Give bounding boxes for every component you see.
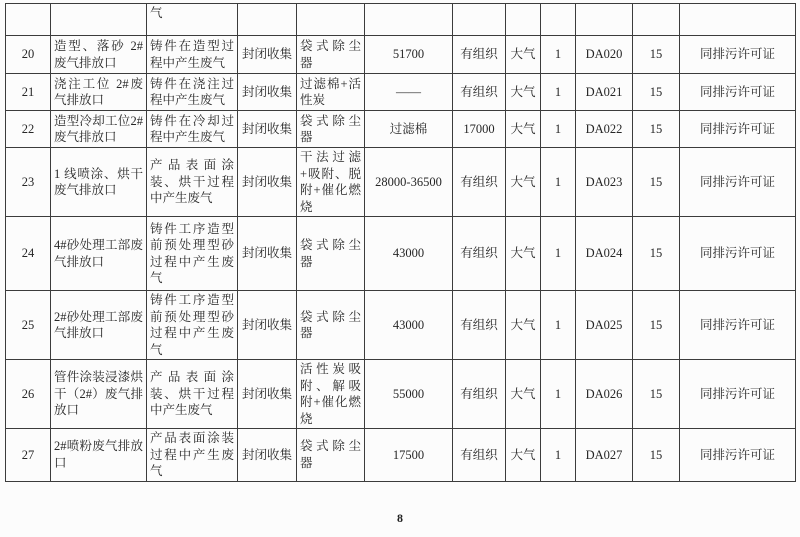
cell-empty xyxy=(51,4,147,36)
cell-treatment-facility: 袋式除尘器 xyxy=(297,291,365,360)
cell-outlet-code: DA024 xyxy=(576,217,633,291)
cell-no: 27 xyxy=(6,429,51,482)
table-row-21 xyxy=(6,74,796,111)
cell-empty xyxy=(633,4,680,36)
cell-collection-method: 封闭收集 xyxy=(238,111,297,148)
cell-outlet-code: DA027 xyxy=(576,429,633,482)
cell-emission-form: 有组织 xyxy=(453,36,506,74)
cell-treatment-facility: 活性炭吸附、解吸附+催化燃烧 xyxy=(297,360,365,429)
cell-outlet-count: 1 xyxy=(541,291,576,360)
cell-permit-note: 同排污许可证 xyxy=(680,111,796,148)
cell-air-volume: 28000-36500 xyxy=(365,148,453,217)
table-row-23 xyxy=(6,148,796,217)
cell-treatment-facility: 袋式除尘器 xyxy=(297,36,365,74)
cell-emission-form: 有组织 xyxy=(453,148,506,217)
cell-air-volume: 过滤棉 xyxy=(365,111,453,148)
cell-pollution-process: 气 xyxy=(147,4,238,36)
cell-outlet-count: 1 xyxy=(541,148,576,217)
cell-outlet-count: 1 xyxy=(541,429,576,482)
cell-no: 25 xyxy=(6,291,51,360)
cell-collection-method: 封闭收集 xyxy=(238,291,297,360)
cell-air-volume: 43000 xyxy=(365,217,453,291)
cell-empty xyxy=(506,4,541,36)
cell-outlet-name: 造型冷却工位2#废气排放口 xyxy=(51,111,147,148)
cell-outlet-code: DA020 xyxy=(576,36,633,74)
cell-emission-form: 有组织 xyxy=(453,360,506,429)
cell-treatment-facility: 过滤棉+活性炭 xyxy=(297,74,365,111)
cell-no: 23 xyxy=(6,148,51,217)
cell-air-volume: 17500 xyxy=(365,429,453,482)
cell-outlet-name: 2#喷粉废气排放口 xyxy=(51,429,147,482)
cell-permit-note: 同排污许可证 xyxy=(680,217,796,291)
cell-air-volume: 43000 xyxy=(365,291,453,360)
cell-permit-note: 同排污许可证 xyxy=(680,148,796,217)
cell-empty xyxy=(6,4,51,36)
cell-treatment-facility: 干法过滤+吸附、脱附+催化燃烧 xyxy=(297,148,365,217)
cell-pollution-process: 产品表面涂装过程中产生废气 xyxy=(147,429,238,482)
cell-treatment-facility: 袋式除尘器 xyxy=(297,429,365,482)
cell-no: 24 xyxy=(6,217,51,291)
cell-outlet-count: 1 xyxy=(541,360,576,429)
cell-outlet-code: DA022 xyxy=(576,111,633,148)
cell-pollution-process: 铸件工序造型前预处理型砂过程中产生废气 xyxy=(147,291,238,360)
cell-stack-height: 15 xyxy=(633,36,680,74)
cell-pollution-process: 铸件工序造型前预处理型砂过程中产生废气 xyxy=(147,217,238,291)
table-row-26 xyxy=(6,360,796,429)
cell-stack-height: 15 xyxy=(633,291,680,360)
cell-empty xyxy=(453,4,506,36)
cell-permit-note: 同排污许可证 xyxy=(680,360,796,429)
cell-no: 22 xyxy=(6,111,51,148)
cell-outlet-name: 2#砂处理工部废气排放口 xyxy=(51,291,147,360)
cell-stack-height: 15 xyxy=(633,429,680,482)
emission-outlets-table xyxy=(5,3,796,482)
cell-permit-note: 同排污许可证 xyxy=(680,291,796,360)
cell-destination: 大气 xyxy=(506,429,541,482)
cell-outlet-name: 管件涂装浸漆烘干（2#）废气排放口 xyxy=(51,360,147,429)
cell-outlet-count: 1 xyxy=(541,74,576,111)
cell-outlet-name: 1 线喷涂、烘干废气排放口 xyxy=(51,148,147,217)
cell-emission-form: 17000 xyxy=(453,111,506,148)
cell-stack-height: 15 xyxy=(633,74,680,111)
cell-emission-form: 有组织 xyxy=(453,217,506,291)
cell-outlet-code: DA026 xyxy=(576,360,633,429)
table-row-25 xyxy=(6,291,796,360)
cell-pollution-process: 产品表面涂装、烘干过程中产生废气 xyxy=(147,148,238,217)
table-row-partial xyxy=(6,4,796,36)
cell-stack-height: 15 xyxy=(633,111,680,148)
cell-air-volume: 51700 xyxy=(365,36,453,74)
cell-outlet-code: DA023 xyxy=(576,148,633,217)
cell-emission-form: 有组织 xyxy=(453,291,506,360)
cell-destination: 大气 xyxy=(506,217,541,291)
cell-stack-height: 15 xyxy=(633,360,680,429)
cell-destination: 大气 xyxy=(506,360,541,429)
cell-no: 21 xyxy=(6,74,51,111)
cell-outlet-name: 4#砂处理工部废气排放口 xyxy=(51,217,147,291)
cell-outlet-name: 浇注工位 2#废气排放口 xyxy=(51,74,147,111)
cell-empty xyxy=(680,4,796,36)
cell-emission-form: 有组织 xyxy=(453,74,506,111)
cell-outlet-code: DA021 xyxy=(576,74,633,111)
cell-stack-height: 15 xyxy=(633,217,680,291)
cell-collection-method: 封闭收集 xyxy=(238,148,297,217)
cell-pollution-process: 产品表面涂装、烘干过程中产生废气 xyxy=(147,360,238,429)
cell-destination: 大气 xyxy=(506,74,541,111)
cell-collection-method: 封闭收集 xyxy=(238,217,297,291)
cell-permit-note: 同排污许可证 xyxy=(680,74,796,111)
cell-destination: 大气 xyxy=(506,291,541,360)
cell-treatment-facility: 袋式除尘器 xyxy=(297,111,365,148)
cell-empty xyxy=(365,4,453,36)
cell-no: 26 xyxy=(6,360,51,429)
cell-air-volume: —— xyxy=(365,74,453,111)
cell-treatment-facility: 袋式除尘器 xyxy=(297,217,365,291)
cell-empty xyxy=(238,4,297,36)
cell-air-volume: 55000 xyxy=(365,360,453,429)
cell-collection-method: 封闭收集 xyxy=(238,36,297,74)
cell-empty xyxy=(576,4,633,36)
cell-empty xyxy=(297,4,365,36)
cell-pollution-process: 铸件在造型过程中产生废气 xyxy=(147,36,238,74)
table-row-22 xyxy=(6,111,796,148)
cell-pollution-process: 铸件在浇注过程中产生废气 xyxy=(147,74,238,111)
cell-collection-method: 封闭收集 xyxy=(238,429,297,482)
cell-outlet-count: 1 xyxy=(541,111,576,148)
cell-outlet-code: DA025 xyxy=(576,291,633,360)
cell-outlet-name: 造型、落砂 2#废气排放口 xyxy=(51,36,147,74)
cell-outlet-count: 1 xyxy=(541,217,576,291)
table-row-27 xyxy=(6,429,796,482)
cell-collection-method: 封闭收集 xyxy=(238,360,297,429)
cell-no: 20 xyxy=(6,36,51,74)
cell-stack-height: 15 xyxy=(633,148,680,217)
page-number: 8 xyxy=(397,511,403,525)
table-row-20 xyxy=(6,36,796,74)
cell-destination: 大气 xyxy=(506,148,541,217)
table-row-24 xyxy=(6,217,796,291)
cell-permit-note: 同排污许可证 xyxy=(680,36,796,74)
cell-destination: 大气 xyxy=(506,111,541,148)
cell-pollution-process: 铸件在冷却过程中产生废气 xyxy=(147,111,238,148)
cell-outlet-count: 1 xyxy=(541,36,576,74)
cell-collection-method: 封闭收集 xyxy=(238,74,297,111)
cell-emission-form: 有组织 xyxy=(453,429,506,482)
cell-empty xyxy=(541,4,576,36)
cell-destination: 大气 xyxy=(506,36,541,74)
cell-permit-note: 同排污许可证 xyxy=(680,429,796,482)
